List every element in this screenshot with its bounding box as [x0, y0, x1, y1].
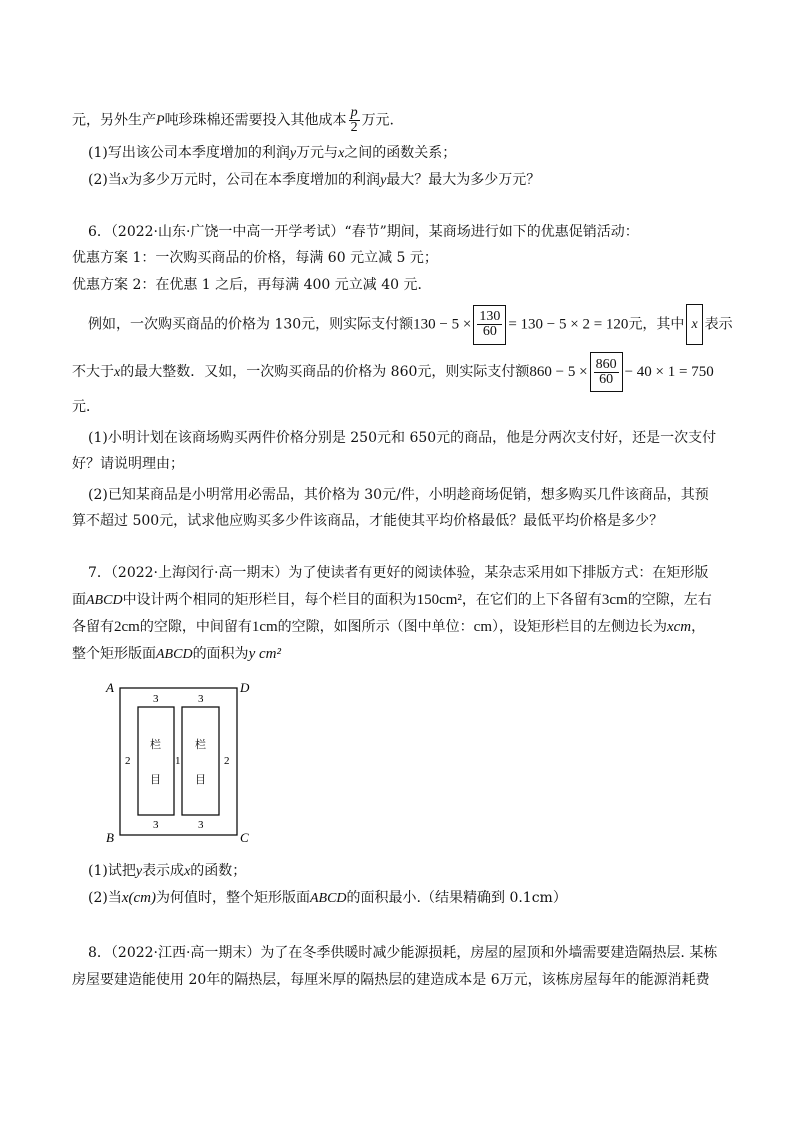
- q5-line1: 元，另外生产P吨珍珠棉还需要投入其他成本 $\frac{p}{2}$ 万元.: [72, 105, 395, 135]
- col-right-char1: 栏: [195, 738, 206, 751]
- q8-line1: 8．（2022·江西·高一期末）为了在冬季供暖时减少能源损耗，房屋的屋顶和外墙需要建造隔热层. 某栋: [88, 945, 718, 961]
- q6-part2-line2: 算不超过 500元，试求他应购买多少件该商品，才能使其平均价格最低？最低平均价格是多少？: [72, 513, 664, 529]
- q7-line1: 7．（2022·上海闵行·高一期末）为了使读者有更好的阅读体验，某杂志采用如下排版方式：在矩形版: [88, 565, 709, 581]
- q7-line2: 面ABCD中设计两个相同的矩形栏目，每个栏目的面积为150cm²，在它们的上下各留有3cm的空隙，左右: [72, 592, 712, 608]
- q6-heading: 6．（2022·山东·广饶一中高一开学考试）“春节”期间，某商场进行如下的优惠促销活动：: [88, 224, 639, 240]
- q6-part1-line1: (1)小明计划在该商场购买两件价格分别是 250元和 650元的商品，他是分两次支付好，还是一次支付: [88, 430, 717, 446]
- q7-part2: (2)当x(cm)为何值时，整个矩形版面ABCD的面积最小.（结果精确到 0.1cm）: [88, 890, 567, 906]
- corner-b: B: [106, 830, 114, 845]
- corner-d: D: [240, 680, 250, 695]
- dim-middle: 1: [175, 755, 181, 767]
- corner-a: A: [106, 680, 114, 695]
- floor-bracket: $\frac{130}{60}$: [473, 305, 506, 345]
- q5-part2: (2)当x为多少万元时，公司在本季度增加的利润y最大？最大为多少万元？: [88, 172, 541, 188]
- dim-left: 2: [125, 755, 131, 767]
- floor-bracket: $\frac{860}{60}$: [590, 352, 623, 392]
- dim-top-right: 3: [198, 693, 204, 705]
- q7-line4: 整个矩形版面ABCD的面积为y cm²: [72, 646, 281, 662]
- column-right: [182, 707, 219, 815]
- q6-example2: 不大于x的最大整数．又如，一次购买商品的价格为 860元，则实际支付额860 − 5 × $\frac{860}{60}$ − 40 × 1 = 750: [72, 352, 714, 392]
- layout-figure: [100, 678, 260, 846]
- column-left: [138, 707, 174, 815]
- dim-bottom-left: 3: [153, 819, 159, 831]
- q6-part2-line1: (2)已知某商品是小明常用必需品，其价格为 30元/件，小明趁商场促销，想多购买几件该商品，其预: [88, 487, 709, 503]
- dim-top-left: 3: [153, 693, 159, 705]
- var-p: P: [156, 113, 165, 129]
- dim-right: 2: [224, 755, 230, 767]
- fraction-p-over-2: $\frac{p}{2}$: [350, 105, 358, 135]
- col-left-char2: 目: [150, 773, 161, 786]
- q7-line3: 各留有2cm的空隙，中间留有1cm的空隙，如图所示（图中单位：cm），设矩形栏目的左侧边长为xcm，: [72, 619, 706, 635]
- corner-c: C: [240, 830, 249, 845]
- q6-example2-tail: 元．: [72, 399, 100, 415]
- q6-example1: 例如，一次购买商品的价格为 130元，则实际支付额130 − 5 × $\frac{130}{60}$ = 130 − 5 × 2 = 120元，其中 x 表示: [88, 304, 733, 344]
- q5-part1: (1)写出该公司本季度增加的利润y万元与x之间的函数关系；: [88, 145, 457, 161]
- col-left-char1: 栏: [150, 738, 161, 751]
- floor-bracket-x: x: [686, 304, 702, 345]
- q8-line2: 房屋要建造能使用 20年的隔热层，每厘米厚的隔热层的建造成本是 6万元，该栋房屋每年的能源消耗费: [72, 972, 710, 988]
- q7-part1: (1)试把y表示成x的函数；: [88, 863, 247, 879]
- q6-plan2: 优惠方案 2：在优惠 1 之后，再每满 400 元立减 40 元．: [72, 277, 432, 293]
- dim-bottom-right: 3: [198, 819, 204, 831]
- col-right-char2: 目: [195, 773, 206, 786]
- q6-plan1: 优惠方案 1：一次购买商品的价格，每满 60 元立减 5 元；: [72, 250, 438, 266]
- q6-part1-line2: 好？请说明理由；: [72, 456, 184, 472]
